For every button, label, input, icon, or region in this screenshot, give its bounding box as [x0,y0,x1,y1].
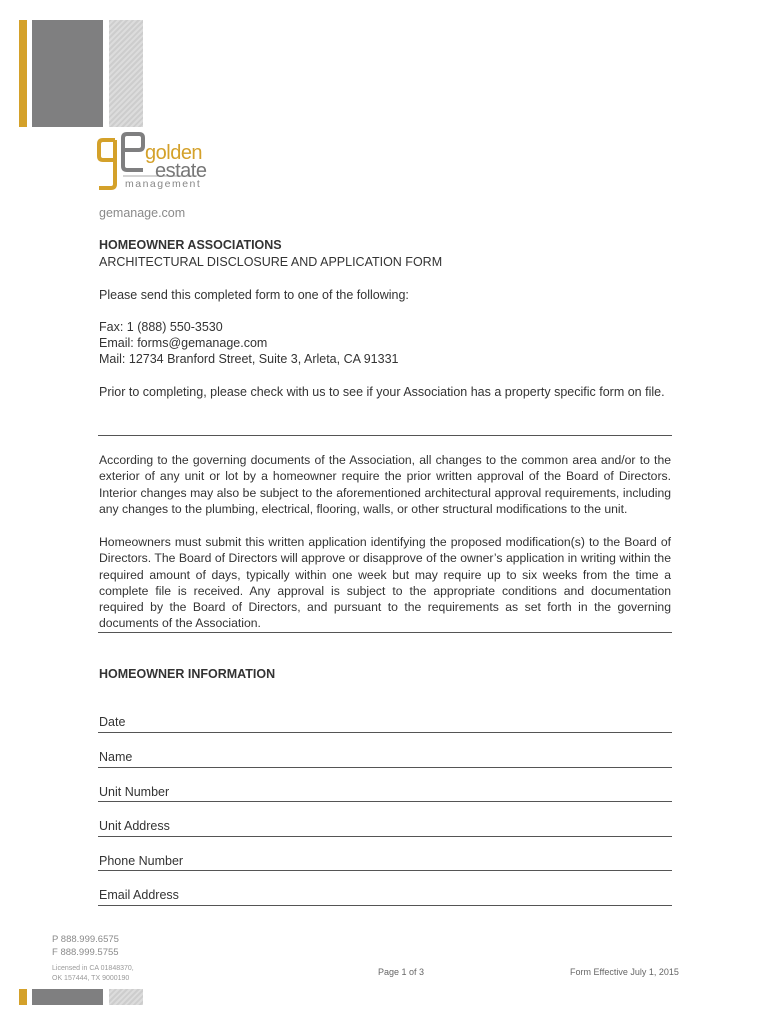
footer-license-line-2: OK 157444, TX 9000190 [52,975,130,982]
document-subheading: ARCHITECTURAL DISCLOSURE AND APPLICATION FORM [99,255,443,269]
header-light-block [109,20,143,127]
footer-light-block [109,989,143,1005]
divider-top [98,435,672,436]
logo-text-estate: estate [155,160,207,182]
phone-number-field-label: Phone Number [99,854,184,868]
page-number: Page 1 of 3 [378,967,425,977]
unit-number-field[interactable] [98,801,672,802]
contact-note: Prior to completing, please check with us to see if your Association has a property specific form on file. [99,385,665,399]
footer-phone: P 888.999.6575 [52,934,119,945]
footer-license-line-1: Licensed in CA 01848370, [52,965,134,972]
footer-fax: F 888.999.5755 [52,947,119,958]
logo-text-golden: golden [145,142,203,164]
contact-email[interactable]: Email: forms@gemanage.com [99,336,268,350]
document-heading: HOMEOWNER ASSOCIATIONS [99,238,282,252]
contact-intro: Please send this completed form to one of the following: [99,288,409,302]
contact-mail: Mail: 12734 Branford Street, Suite 3, Arleta, CA 91331 [99,352,399,366]
divider-bottom [98,632,672,633]
name-field-label: Name [99,750,133,764]
email-address-field-label: Email Address [99,888,179,902]
website-link[interactable]: gemanage.com [99,206,186,220]
disclosure-paragraph-2: Homeowners must submit this written application identifying the proposed modification(s) to the Board of Directors. The Board of Directors will approve or disapprove of the owner’s application in writing within the required amount of days, typically within one week but may require up to six weeks from the time a complete file is received. Any approval is subject to the appropriate conditions and documentation required by the Board of Directors, and pursuant to the requirements as set forth in the governing documents of the Association. [99,535,671,631]
disclosure-paragraph-1: According to the governing documents of the Association, all changes to the common area and/or to the exterior of any unit or lot by a homeowner require the prior written approval of the Board of Directors. Interior changes may also be subject to the aforementioned architectural approval requirements, including any changes to the plumbing, electrical, flooring, walls, or other structural modifications to the unit. [99,453,671,516]
date-field-label: Date [99,715,126,729]
footer-gold-bar [19,989,27,1005]
footer-gray-block [32,989,103,1005]
header-gold-bar [19,20,27,127]
contact-fax: Fax: 1 (888) 550-3530 [99,320,223,334]
logo-text-management: management [125,178,202,190]
unit-address-field[interactable] [98,836,672,837]
email-address-field[interactable] [98,905,672,906]
homeowner-info-title: HOMEOWNER INFORMATION [99,667,276,681]
form-effective-date: Form Effective July 1, 2015 [570,967,679,977]
date-field[interactable] [98,732,672,733]
name-field[interactable] [98,767,672,768]
phone-number-field[interactable] [98,870,672,871]
unit-address-field-label: Unit Address [99,819,170,833]
header-gray-block [32,20,103,127]
unit-number-field-label: Unit Number [99,785,170,799]
